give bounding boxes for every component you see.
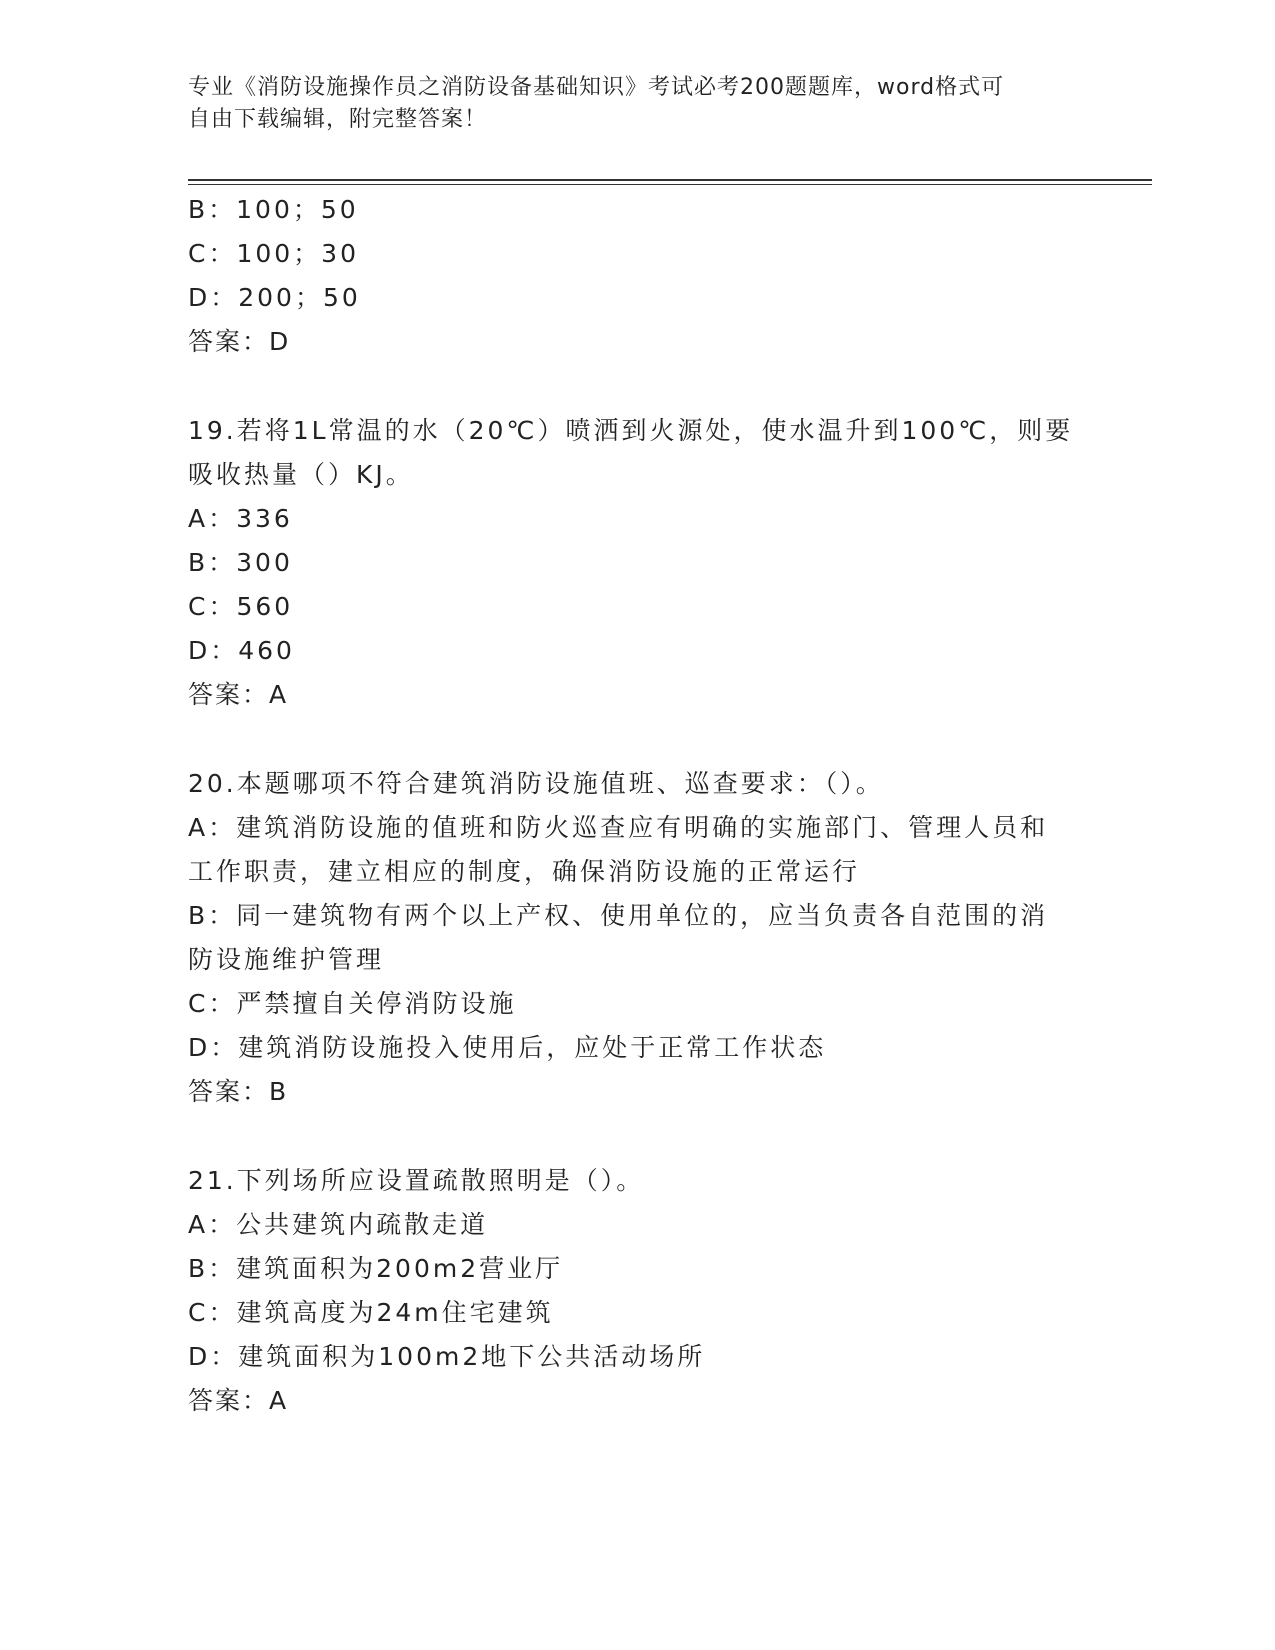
q19-answer: 答案：A bbox=[188, 680, 289, 709]
q20-option-d: D：建筑消防设施投入使用后，应处于正常工作状态 bbox=[188, 1033, 827, 1062]
q19-option-d: D：460 bbox=[188, 636, 295, 665]
header-line-2: 自由下载编辑，附完整答案！ bbox=[188, 107, 488, 132]
q21-option-d: D：建筑面积为100m2地下公共活动场所 bbox=[188, 1342, 706, 1371]
q21-answer: 答案：A bbox=[188, 1386, 289, 1415]
q19-option-a: A：336 bbox=[188, 504, 293, 533]
q18-option-d: D：200；50 bbox=[188, 283, 361, 312]
q19-option-c: C：560 bbox=[188, 592, 294, 621]
q20-answer: 答案：B bbox=[188, 1077, 289, 1106]
header-divider-thick bbox=[188, 179, 1152, 181]
q19-stem-line-1: 19.若将1L常温的水（20℃）喷洒到火源处，使水温升到100℃，则要 bbox=[188, 416, 1074, 445]
q18-option-c: C：100；30 bbox=[188, 239, 359, 268]
document-header bbox=[188, 72, 1088, 136]
q21-option-b: B：建筑面积为200m2营业厅 bbox=[188, 1254, 564, 1283]
q20-option-c: C：严禁擅自关停消防设施 bbox=[188, 989, 517, 1018]
q21-option-c: C：建筑高度为24m住宅建筑 bbox=[188, 1298, 554, 1327]
q18-answer: 答案：D bbox=[188, 327, 291, 356]
header-line-1: 专业《消防设施操作员之消防设备基础知识》考试必考200题题库，word格式可 bbox=[188, 75, 1005, 100]
q20-option-b-line-1: B：同一建筑物有两个以上产权、使用单位的，应当负责各自范围的消 bbox=[188, 901, 1049, 930]
q19-stem-line-2: 吸收热量（）KJ。 bbox=[188, 460, 414, 489]
q20-option-a-line-1: A：建筑消防设施的值班和防火巡查应有明确的实施部门、管理人员和 bbox=[188, 813, 1049, 842]
q20-option-b-line-2: 防设施维护管理 bbox=[188, 945, 385, 974]
q20-stem: 20.本题哪项不符合建筑消防设施值班、巡查要求：（）。 bbox=[188, 769, 884, 798]
q21-option-a: A：公共建筑内疏散走道 bbox=[188, 1210, 489, 1239]
header-divider-thin bbox=[188, 184, 1152, 185]
q21-stem: 21.下列场所应设置疏散照明是（）。 bbox=[188, 1166, 645, 1195]
q20-option-a-line-2: 工作职责，建立相应的制度，确保消防设施的正常运行 bbox=[188, 857, 861, 886]
q18-option-b: B：100；50 bbox=[188, 195, 359, 224]
q19-option-b: B：300 bbox=[188, 548, 293, 577]
